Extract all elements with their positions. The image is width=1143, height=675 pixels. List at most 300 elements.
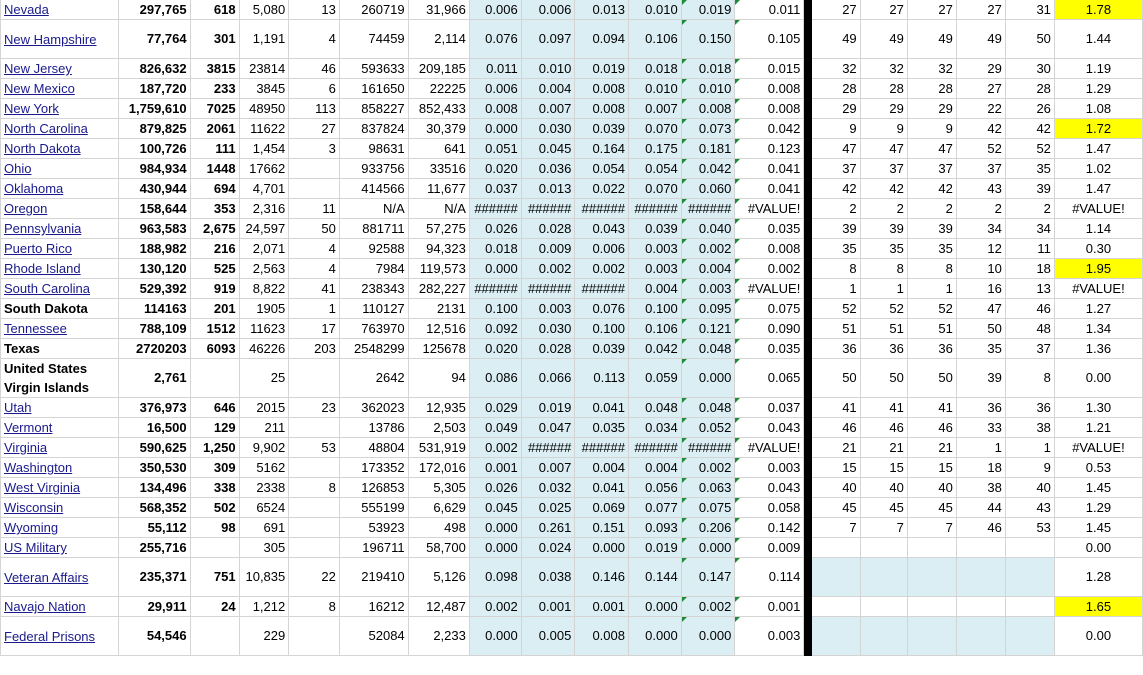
- rank-cell[interactable]: 50: [1005, 20, 1054, 59]
- count-cell[interactable]: 2548299: [339, 339, 408, 359]
- ratio-cell[interactable]: ######: [575, 438, 629, 458]
- rank-cell[interactable]: [1005, 558, 1054, 597]
- ratio-cell[interactable]: 0.001: [575, 597, 629, 617]
- rank-cell[interactable]: 2: [811, 199, 860, 219]
- count-cell[interactable]: 125678: [408, 339, 469, 359]
- ratio-cell[interactable]: 0.035: [735, 219, 804, 239]
- rank-cell[interactable]: 7: [811, 518, 860, 538]
- row-name-cell[interactable]: New Jersey: [1, 59, 119, 79]
- rank-cell[interactable]: 32: [811, 59, 860, 79]
- rank-cell[interactable]: 36: [860, 339, 907, 359]
- count-cell[interactable]: [289, 498, 340, 518]
- score-cell[interactable]: 0.30: [1054, 239, 1142, 259]
- rank-cell[interactable]: 52: [907, 299, 956, 319]
- count-cell[interactable]: 22: [289, 558, 340, 597]
- rank-cell[interactable]: 52: [956, 139, 1005, 159]
- ratio-cell[interactable]: 0.043: [735, 478, 804, 498]
- ratio-cell[interactable]: 0.003: [628, 259, 681, 279]
- rank-cell[interactable]: 34: [1005, 219, 1054, 239]
- table-row[interactable]: [1, 0, 1143, 20]
- ratio-cell[interactable]: 0.039: [575, 339, 629, 359]
- row-name-cell[interactable]: Tennessee: [1, 319, 119, 339]
- ratio-cell[interactable]: 0.075: [681, 498, 735, 518]
- count-cell[interactable]: 691: [239, 518, 289, 538]
- rank-cell[interactable]: 2: [907, 199, 956, 219]
- table-row[interactable]: [1, 538, 1143, 558]
- count-cell[interactable]: 172,016: [408, 458, 469, 478]
- count-cell[interactable]: [289, 418, 340, 438]
- count-cell[interactable]: 98631: [339, 139, 408, 159]
- score-cell[interactable]: 1.47: [1054, 139, 1142, 159]
- rank-cell[interactable]: 9: [1005, 458, 1054, 478]
- rank-cell[interactable]: [907, 538, 956, 558]
- table-row[interactable]: [1, 558, 1143, 597]
- rank-cell[interactable]: 29: [956, 59, 1005, 79]
- rank-cell[interactable]: 22: [956, 99, 1005, 119]
- count-cell[interactable]: 984,934: [119, 159, 190, 179]
- ratio-cell[interactable]: 0.022: [575, 179, 629, 199]
- count-cell[interactable]: 12,516: [408, 319, 469, 339]
- score-cell[interactable]: 0.00: [1054, 538, 1142, 558]
- ratio-cell[interactable]: 0.100: [469, 299, 521, 319]
- rank-cell[interactable]: 1: [860, 279, 907, 299]
- ratio-cell[interactable]: 0.030: [521, 319, 575, 339]
- ratio-cell[interactable]: 0.042: [735, 119, 804, 139]
- count-cell[interactable]: 8: [289, 597, 340, 617]
- ratio-cell[interactable]: 0.028: [521, 339, 575, 359]
- ratio-cell[interactable]: 0.065: [735, 359, 804, 398]
- ratio-cell[interactable]: 0.060: [681, 179, 735, 199]
- ratio-cell[interactable]: 0.076: [469, 20, 521, 59]
- count-cell[interactable]: 6093: [190, 339, 239, 359]
- rank-cell[interactable]: 32: [860, 59, 907, 79]
- ratio-cell[interactable]: 0.040: [681, 219, 735, 239]
- ratio-cell[interactable]: 0.002: [521, 259, 575, 279]
- ratio-cell[interactable]: 0.151: [575, 518, 629, 538]
- score-cell[interactable]: 1.65: [1054, 597, 1142, 617]
- ratio-cell[interactable]: 0.002: [681, 239, 735, 259]
- count-cell[interactable]: 16,500: [119, 418, 190, 438]
- score-cell[interactable]: 1.78: [1054, 0, 1142, 20]
- count-cell[interactable]: 376,973: [119, 398, 190, 418]
- count-cell[interactable]: 751: [190, 558, 239, 597]
- ratio-cell[interactable]: 0.121: [681, 319, 735, 339]
- ratio-cell[interactable]: 0.045: [469, 498, 521, 518]
- count-cell[interactable]: 201: [190, 299, 239, 319]
- ratio-cell[interactable]: 0.029: [469, 398, 521, 418]
- row-name-cell[interactable]: Veteran Affairs: [1, 558, 119, 597]
- ratio-cell[interactable]: ######: [521, 438, 575, 458]
- rank-cell[interactable]: 7: [907, 518, 956, 538]
- count-cell[interactable]: 555199: [339, 498, 408, 518]
- ratio-cell[interactable]: 0.041: [735, 159, 804, 179]
- rank-cell[interactable]: 42: [860, 179, 907, 199]
- ratio-cell[interactable]: #VALUE!: [735, 199, 804, 219]
- score-cell[interactable]: 0.53: [1054, 458, 1142, 478]
- count-cell[interactable]: 17662: [239, 159, 289, 179]
- ratio-cell[interactable]: 0.042: [628, 339, 681, 359]
- count-cell[interactable]: 113: [289, 99, 340, 119]
- rank-cell[interactable]: 16: [956, 279, 1005, 299]
- row-name-cell[interactable]: Texas: [1, 339, 119, 359]
- count-cell[interactable]: 1512: [190, 319, 239, 339]
- ratio-cell[interactable]: 0.015: [735, 59, 804, 79]
- rank-cell[interactable]: 8: [860, 259, 907, 279]
- ratio-cell[interactable]: 0.075: [735, 299, 804, 319]
- count-cell[interactable]: 879,825: [119, 119, 190, 139]
- count-cell[interactable]: 30,379: [408, 119, 469, 139]
- count-cell[interactable]: 10,835: [239, 558, 289, 597]
- count-cell[interactable]: 29,911: [119, 597, 190, 617]
- count-cell[interactable]: 301: [190, 20, 239, 59]
- count-cell[interactable]: 5,080: [239, 0, 289, 20]
- rank-cell[interactable]: [907, 558, 956, 597]
- ratio-cell[interactable]: ######: [575, 279, 629, 299]
- rank-cell[interactable]: 13: [1005, 279, 1054, 299]
- rank-cell[interactable]: [811, 538, 860, 558]
- row-name-cell[interactable]: US Military: [1, 538, 119, 558]
- rank-cell[interactable]: 28: [860, 79, 907, 99]
- count-cell[interactable]: 2,503: [408, 418, 469, 438]
- rank-cell[interactable]: [1005, 597, 1054, 617]
- count-cell[interactable]: 826,632: [119, 59, 190, 79]
- rank-cell[interactable]: 2: [956, 199, 1005, 219]
- count-cell[interactable]: 126853: [339, 478, 408, 498]
- ratio-cell[interactable]: 0.004: [681, 259, 735, 279]
- score-cell[interactable]: 1.19: [1054, 59, 1142, 79]
- rank-cell[interactable]: [1005, 538, 1054, 558]
- rank-cell[interactable]: 29: [907, 99, 956, 119]
- rank-cell[interactable]: 46: [956, 518, 1005, 538]
- row-name-cell[interactable]: South Carolina: [1, 279, 119, 299]
- rank-cell[interactable]: 50: [860, 359, 907, 398]
- count-cell[interactable]: [289, 179, 340, 199]
- ratio-cell[interactable]: 0.045: [521, 139, 575, 159]
- ratio-cell[interactable]: 0.000: [681, 617, 735, 656]
- count-cell[interactable]: 58,700: [408, 538, 469, 558]
- ratio-cell[interactable]: 0.000: [469, 518, 521, 538]
- rank-cell[interactable]: 28: [1005, 79, 1054, 99]
- ratio-cell[interactable]: 0.004: [628, 458, 681, 478]
- score-cell[interactable]: 1.36: [1054, 339, 1142, 359]
- count-cell[interactable]: 111: [190, 139, 239, 159]
- ratio-cell[interactable]: 0.001: [469, 458, 521, 478]
- ratio-cell[interactable]: 0.048: [681, 339, 735, 359]
- rank-cell[interactable]: 39: [860, 219, 907, 239]
- rank-cell[interactable]: 45: [860, 498, 907, 518]
- count-cell[interactable]: [289, 617, 340, 656]
- rank-cell[interactable]: 21: [907, 438, 956, 458]
- ratio-cell[interactable]: 0.106: [628, 20, 681, 59]
- rank-cell[interactable]: 35: [907, 239, 956, 259]
- score-cell[interactable]: 1.30: [1054, 398, 1142, 418]
- count-cell[interactable]: 187,720: [119, 79, 190, 99]
- ratio-cell[interactable]: 0.001: [521, 597, 575, 617]
- count-cell[interactable]: 2,316: [239, 199, 289, 219]
- table-row[interactable]: [1, 617, 1143, 656]
- ratio-cell[interactable]: 0.049: [469, 418, 521, 438]
- rank-cell[interactable]: [907, 597, 956, 617]
- ratio-cell[interactable]: 0.025: [521, 498, 575, 518]
- count-cell[interactable]: 53923: [339, 518, 408, 538]
- rank-cell[interactable]: 39: [956, 359, 1005, 398]
- ratio-cell[interactable]: 0.008: [735, 239, 804, 259]
- rank-cell[interactable]: 37: [907, 159, 956, 179]
- rank-cell[interactable]: 27: [956, 79, 1005, 99]
- rank-cell[interactable]: 41: [860, 398, 907, 418]
- ratio-cell[interactable]: 0.086: [469, 359, 521, 398]
- count-cell[interactable]: [289, 538, 340, 558]
- rank-cell[interactable]: 37: [1005, 339, 1054, 359]
- count-cell[interactable]: 2015: [239, 398, 289, 418]
- rank-cell[interactable]: 52: [1005, 139, 1054, 159]
- count-cell[interactable]: 2,233: [408, 617, 469, 656]
- row-name-cell[interactable]: Rhode Island: [1, 259, 119, 279]
- count-cell[interactable]: 235,371: [119, 558, 190, 597]
- ratio-cell[interactable]: 0.041: [735, 179, 804, 199]
- rank-cell[interactable]: 40: [860, 478, 907, 498]
- count-cell[interactable]: 1,191: [239, 20, 289, 59]
- score-cell[interactable]: 0.00: [1054, 359, 1142, 398]
- ratio-cell[interactable]: 0.006: [469, 0, 521, 20]
- score-cell[interactable]: 1.08: [1054, 99, 1142, 119]
- table-row[interactable]: [1, 79, 1143, 99]
- count-cell[interactable]: 17: [289, 319, 340, 339]
- ratio-cell[interactable]: #VALUE!: [735, 438, 804, 458]
- rank-cell[interactable]: 38: [1005, 418, 1054, 438]
- rank-cell[interactable]: 12: [956, 239, 1005, 259]
- ratio-cell[interactable]: 0.034: [628, 418, 681, 438]
- count-cell[interactable]: 158,644: [119, 199, 190, 219]
- table-row[interactable]: [1, 199, 1143, 219]
- ratio-cell[interactable]: 0.037: [735, 398, 804, 418]
- ratio-cell[interactable]: 0.008: [735, 79, 804, 99]
- count-cell[interactable]: [289, 458, 340, 478]
- count-cell[interactable]: 41: [289, 279, 340, 299]
- ratio-cell[interactable]: 0.105: [735, 20, 804, 59]
- row-name-cell[interactable]: New York: [1, 99, 119, 119]
- ratio-cell[interactable]: ######: [469, 199, 521, 219]
- score-cell[interactable]: 1.95: [1054, 259, 1142, 279]
- count-cell[interactable]: 54,546: [119, 617, 190, 656]
- count-cell[interactable]: 2,114: [408, 20, 469, 59]
- rank-cell[interactable]: 11: [1005, 239, 1054, 259]
- ratio-cell[interactable]: 0.070: [628, 179, 681, 199]
- count-cell[interactable]: 57,275: [408, 219, 469, 239]
- table-row[interactable]: [1, 518, 1143, 538]
- table-row[interactable]: [1, 438, 1143, 458]
- count-cell[interactable]: 502: [190, 498, 239, 518]
- count-cell[interactable]: 74459: [339, 20, 408, 59]
- ratio-cell[interactable]: 0.090: [735, 319, 804, 339]
- ratio-cell[interactable]: 0.008: [735, 99, 804, 119]
- rank-cell[interactable]: 46: [811, 418, 860, 438]
- count-cell[interactable]: 362023: [339, 398, 408, 418]
- ratio-cell[interactable]: 0.008: [575, 99, 629, 119]
- count-cell[interactable]: 4: [289, 239, 340, 259]
- count-cell[interactable]: 8: [289, 478, 340, 498]
- ratio-cell[interactable]: 0.106: [628, 319, 681, 339]
- count-cell[interactable]: 94: [408, 359, 469, 398]
- count-cell[interactable]: 881711: [339, 219, 408, 239]
- ratio-cell[interactable]: 0.175: [628, 139, 681, 159]
- rank-cell[interactable]: 35: [956, 339, 1005, 359]
- table-row[interactable]: [1, 259, 1143, 279]
- ratio-cell[interactable]: 0.002: [469, 438, 521, 458]
- count-cell[interactable]: 203: [289, 339, 340, 359]
- ratio-cell[interactable]: 0.052: [681, 418, 735, 438]
- ratio-cell[interactable]: 0.036: [521, 159, 575, 179]
- ratio-cell[interactable]: 0.070: [628, 119, 681, 139]
- table-row[interactable]: [1, 359, 1143, 398]
- row-name-cell[interactable]: Virginia: [1, 438, 119, 458]
- ratio-cell[interactable]: 0.054: [575, 159, 629, 179]
- count-cell[interactable]: 134,496: [119, 478, 190, 498]
- ratio-cell[interactable]: 0.008: [681, 99, 735, 119]
- rank-cell[interactable]: 40: [907, 478, 956, 498]
- row-name-cell[interactable]: Oklahoma: [1, 179, 119, 199]
- count-cell[interactable]: 305: [239, 538, 289, 558]
- ratio-cell[interactable]: 0.018: [628, 59, 681, 79]
- rank-cell[interactable]: 18: [1005, 259, 1054, 279]
- rank-cell[interactable]: 48: [1005, 319, 1054, 339]
- score-cell[interactable]: #VALUE!: [1054, 279, 1142, 299]
- ratio-cell[interactable]: 0.008: [469, 99, 521, 119]
- ratio-cell[interactable]: 0.019: [681, 0, 735, 20]
- ratio-cell[interactable]: 0.010: [628, 79, 681, 99]
- count-cell[interactable]: 52084: [339, 617, 408, 656]
- count-cell[interactable]: 6: [289, 79, 340, 99]
- count-cell[interactable]: 50: [289, 219, 340, 239]
- ratio-cell[interactable]: 0.041: [575, 478, 629, 498]
- rank-cell[interactable]: 21: [860, 438, 907, 458]
- ratio-cell[interactable]: 0.005: [521, 617, 575, 656]
- count-cell[interactable]: 11: [289, 199, 340, 219]
- rank-cell[interactable]: 50: [811, 359, 860, 398]
- score-cell[interactable]: 1.45: [1054, 478, 1142, 498]
- count-cell[interactable]: [190, 538, 239, 558]
- score-cell[interactable]: 0.00: [1054, 617, 1142, 656]
- count-cell[interactable]: 31,966: [408, 0, 469, 20]
- rank-cell[interactable]: 10: [956, 259, 1005, 279]
- rank-cell[interactable]: 30: [1005, 59, 1054, 79]
- count-cell[interactable]: 5162: [239, 458, 289, 478]
- rank-cell[interactable]: 9: [811, 119, 860, 139]
- ratio-cell[interactable]: 0.100: [628, 299, 681, 319]
- count-cell[interactable]: 260719: [339, 0, 408, 20]
- ratio-cell[interactable]: 0.004: [575, 458, 629, 478]
- count-cell[interactable]: 1,250: [190, 438, 239, 458]
- ratio-cell[interactable]: 0.007: [521, 99, 575, 119]
- ratio-cell[interactable]: ######: [628, 438, 681, 458]
- rank-cell[interactable]: 52: [860, 299, 907, 319]
- table-row[interactable]: [1, 219, 1143, 239]
- count-cell[interactable]: 2,071: [239, 239, 289, 259]
- score-cell[interactable]: 1.29: [1054, 79, 1142, 99]
- rank-cell[interactable]: [956, 597, 1005, 617]
- count-cell[interactable]: 216: [190, 239, 239, 259]
- rank-cell[interactable]: 45: [907, 498, 956, 518]
- count-cell[interactable]: 114163: [119, 299, 190, 319]
- count-cell[interactable]: 6,629: [408, 498, 469, 518]
- ratio-cell[interactable]: 0.073: [681, 119, 735, 139]
- row-name-cell[interactable]: Washington: [1, 458, 119, 478]
- rank-cell[interactable]: 43: [956, 179, 1005, 199]
- count-cell[interactable]: 1,759,610: [119, 99, 190, 119]
- rank-cell[interactable]: 42: [1005, 119, 1054, 139]
- rank-cell[interactable]: 28: [811, 79, 860, 99]
- rank-cell[interactable]: 8: [811, 259, 860, 279]
- rank-cell[interactable]: 39: [907, 219, 956, 239]
- count-cell[interactable]: 55,112: [119, 518, 190, 538]
- count-cell[interactable]: 590,625: [119, 438, 190, 458]
- count-cell[interactable]: 209,185: [408, 59, 469, 79]
- ratio-cell[interactable]: 0.003: [681, 279, 735, 299]
- ratio-cell[interactable]: 0.114: [735, 558, 804, 597]
- table-row[interactable]: [1, 59, 1143, 79]
- ratio-cell[interactable]: 0.018: [681, 59, 735, 79]
- rank-cell[interactable]: 53: [1005, 518, 1054, 538]
- rank-cell[interactable]: 42: [907, 179, 956, 199]
- ratio-cell[interactable]: 0.004: [521, 79, 575, 99]
- rank-cell[interactable]: 51: [860, 319, 907, 339]
- rank-cell[interactable]: 26: [1005, 99, 1054, 119]
- rank-cell[interactable]: 50: [956, 319, 1005, 339]
- ratio-cell[interactable]: 0.002: [469, 597, 521, 617]
- ratio-cell[interactable]: 0.058: [735, 498, 804, 518]
- ratio-cell[interactable]: 0.041: [575, 398, 629, 418]
- count-cell[interactable]: 46: [289, 59, 340, 79]
- score-cell[interactable]: 1.34: [1054, 319, 1142, 339]
- count-cell[interactable]: 498: [408, 518, 469, 538]
- count-cell[interactable]: 130,120: [119, 259, 190, 279]
- rank-cell[interactable]: 27: [811, 0, 860, 20]
- ratio-cell[interactable]: 0.147: [681, 558, 735, 597]
- count-cell[interactable]: 7025: [190, 99, 239, 119]
- ratio-cell[interactable]: 0.026: [469, 478, 521, 498]
- table-row[interactable]: [1, 478, 1143, 498]
- rank-cell[interactable]: 49: [860, 20, 907, 59]
- ratio-cell[interactable]: 0.032: [521, 478, 575, 498]
- rank-cell[interactable]: 7: [860, 518, 907, 538]
- count-cell[interactable]: 219410: [339, 558, 408, 597]
- ratio-cell[interactable]: 0.013: [521, 179, 575, 199]
- rank-cell[interactable]: 41: [811, 398, 860, 418]
- rank-cell[interactable]: [956, 538, 1005, 558]
- rank-cell[interactable]: 49: [811, 20, 860, 59]
- count-cell[interactable]: 5,305: [408, 478, 469, 498]
- ratio-cell[interactable]: 0.000: [575, 538, 629, 558]
- count-cell[interactable]: 23814: [239, 59, 289, 79]
- rank-cell[interactable]: [811, 597, 860, 617]
- rank-cell[interactable]: 44: [956, 498, 1005, 518]
- count-cell[interactable]: 852,433: [408, 99, 469, 119]
- rank-cell[interactable]: 15: [811, 458, 860, 478]
- rank-cell[interactable]: 39: [1005, 179, 1054, 199]
- rank-cell[interactable]: 36: [811, 339, 860, 359]
- row-name-cell[interactable]: Wisconsin: [1, 498, 119, 518]
- row-name-cell[interactable]: Nevada: [1, 0, 119, 20]
- count-cell[interactable]: 1: [289, 299, 340, 319]
- rank-cell[interactable]: 15: [860, 458, 907, 478]
- count-cell[interactable]: 2338: [239, 478, 289, 498]
- rank-cell[interactable]: 9: [860, 119, 907, 139]
- count-cell[interactable]: 618: [190, 0, 239, 20]
- ratio-cell[interactable]: 0.019: [628, 538, 681, 558]
- row-name-cell[interactable]: North Carolina: [1, 119, 119, 139]
- rank-cell[interactable]: 49: [956, 20, 1005, 59]
- rank-cell[interactable]: 36: [956, 398, 1005, 418]
